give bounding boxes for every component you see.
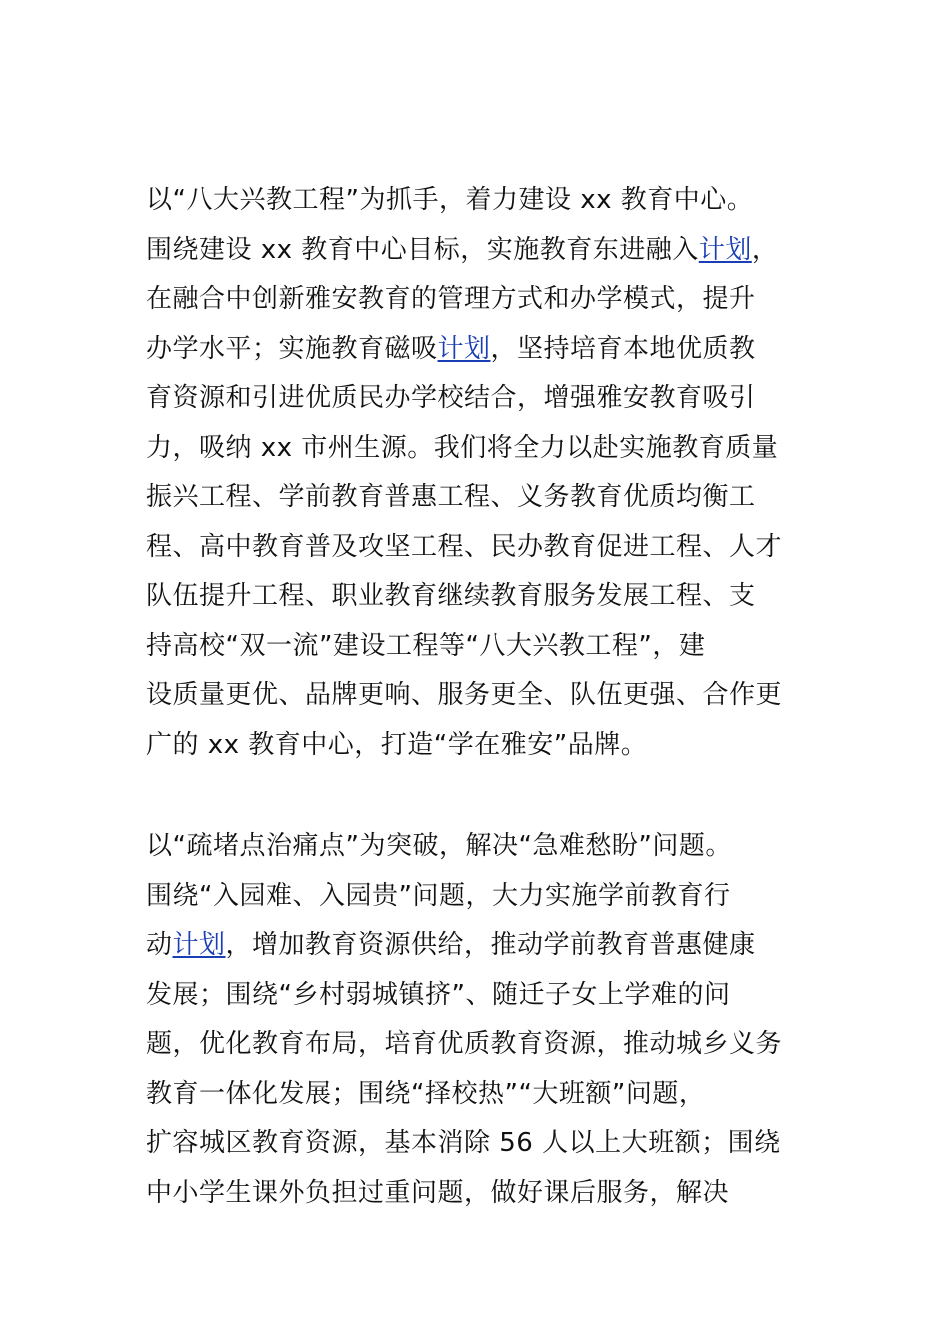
text-line — [146, 473, 826, 523]
text-run: 围绕建设 xx 教育中心目标，实施教育东进融入 — [146, 234, 699, 265]
text-run: 扩容城区教育资源，基本消除 56 人以上大班额；围绕 — [146, 1128, 781, 1158]
paragraph-education-center — [146, 176, 826, 770]
text-line — [146, 275, 826, 325]
text-line — [146, 971, 826, 1021]
text-run: 动 — [146, 930, 173, 960]
text-run: 教育一体化发展；围绕“择校热”“大班额”问题， — [146, 1078, 706, 1109]
text-line — [146, 822, 826, 872]
text-line — [146, 1020, 826, 1070]
text-run: 题，优化教育布局，培育优质教育资源，推动城乡义务 — [146, 1029, 783, 1059]
text-line — [146, 374, 826, 424]
text-run: 广的 xx 教育中心，打造“学在雅安”品牌。 — [146, 729, 648, 760]
text-run: 在融合中创新雅安教育的管理方式和办学模式，提升 — [146, 284, 756, 314]
text-run: 育资源和引进优质民办学校结合，增强雅安教育吸引 — [146, 383, 756, 413]
text-run: ， — [751, 234, 779, 265]
plan-link[interactable]: 计划 — [172, 930, 226, 960]
text-line — [146, 1169, 826, 1219]
text-line — [146, 424, 826, 474]
text-line — [146, 176, 826, 226]
text-run: 以“疏堵点治痛点”为突破，解决“急难愁盼”问题。 — [146, 831, 732, 861]
text-line — [146, 523, 826, 573]
plan-link[interactable]: 计划 — [437, 333, 491, 364]
text-run: 程、高中教育普及攻坚工程、民办教育促进工程、人才 — [146, 531, 783, 562]
text-line — [146, 721, 826, 771]
text-run: 办学水平；实施教育磁吸 — [146, 333, 438, 364]
text-run: 队伍提升工程、职业教育继续教育服务发展工程、支 — [146, 581, 756, 611]
text-line — [146, 872, 826, 922]
text-line — [146, 325, 826, 375]
text-run: 发展；围绕“乡村弱城镇挤”、随迁子女上学难的问 — [146, 979, 731, 1010]
text-run: 以“八大兴教工程”为抓手，着力建设 xx 教育中心。 — [146, 185, 754, 215]
text-run: 设质量更优、品牌更响、服务更全、队伍更强、合作更 — [146, 680, 783, 710]
text-run: ，坚持培育本地优质教 — [490, 333, 756, 364]
text-line — [146, 921, 826, 971]
text-run: 围绕“入园难、入园贵”问题，大力实施学前教育行 — [146, 880, 731, 911]
paragraph-urgent-problems — [146, 822, 826, 1218]
text-run: 中小学生课外负担过重问题，做好课后服务，解决 — [146, 1177, 730, 1208]
text-run: 持高校“双一流”建设工程等“八大兴教工程”，建 — [146, 630, 706, 661]
text-line — [146, 671, 826, 721]
text-run: 振兴工程、学前教育普惠工程、义务教育优质均衡工 — [146, 482, 756, 512]
text-line — [146, 1070, 826, 1120]
text-run: ，增加教育资源供给，推动学前教育普惠健康 — [225, 930, 756, 960]
text-run: 力，吸纳 xx 市州生源。我们将全力以赴实施教育质量 — [146, 432, 779, 463]
text-line — [146, 572, 826, 622]
text-line — [146, 1119, 826, 1169]
plan-link[interactable]: 计划 — [698, 234, 752, 265]
text-line — [146, 622, 826, 672]
text-line — [146, 226, 826, 276]
